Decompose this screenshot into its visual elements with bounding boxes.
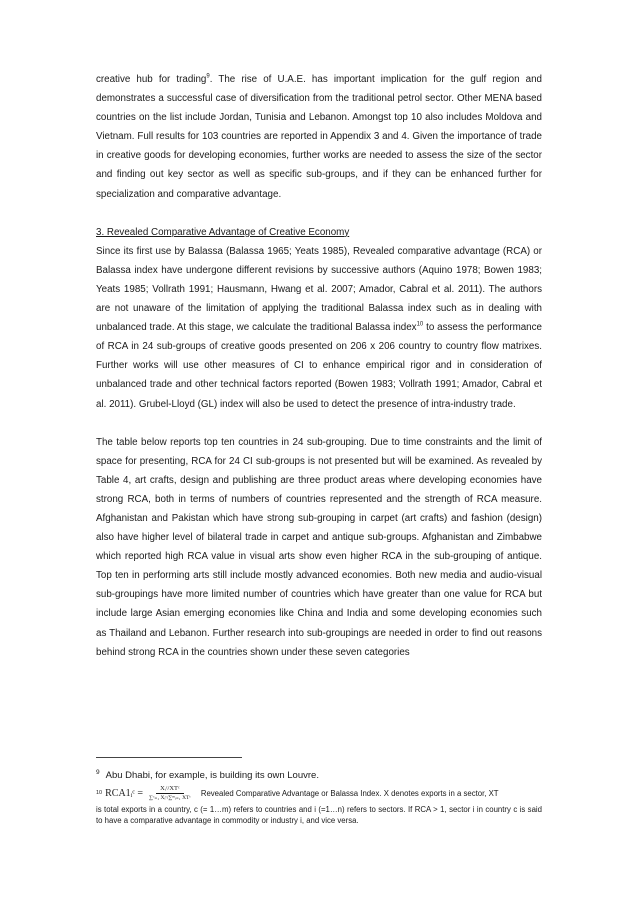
paragraph-1-text-end: . The rise of U.A.E. has important implication for the gulf region and demonstrates a successful case of diversification from the traditional petrol sector. Other MENA based countries on the list include Jordan, Tunisia and Lebanon. Amongst top 10 also includes Moldova and Vietnam. Full results for 103 countries are reported in Appendix 3 and 4. Given the importance of trade in creative goods for developing economies, further works are needed to assess the size of the sector and finding out key sector as well as specific sub-groups, and if they can be enhanced further for specialization and comparative advantage.: [96, 74, 542, 200]
paragraph-gap: [96, 414, 542, 433]
rca-formula-denominator: ∑ᶜ₌₁ Xᵢᶜ/∑ᵐᵢ₌₁ XTᶜ: [149, 794, 191, 801]
paragraph-1-text-start: creative hub for trading: [96, 74, 207, 85]
footnote-10-text-2: is total exports in a country, c (= 1…m) refers to countries and i (=1…n) refers to sectors. If RCA > 1, sector i in country c is said to have a comparative advantage in commodity or industry i, and vice versa.: [96, 805, 542, 825]
rca-formula-fraction: [147, 785, 193, 802]
paragraph-2: [96, 242, 542, 414]
paragraph-2-text-end: to assess the performance of RCA in 24 sub-groups of creative goods presented on 206 x 206 country to country flow matrixes. Further works will use other measures of CI to enhance empirical rigor and in consideration of unbalanced trade and other technical factors reported (Bowen 1983; Vollrath 1991; Amador, Cabral et al. 2011). Grubel-Lloyd (GL) index will also be used to detect the presence of intra-industry trade.: [96, 322, 542, 410]
footnote-separator: [96, 757, 242, 758]
footnote-10-number: 10: [96, 789, 103, 796]
footnote-ref-10[interactable]: 10: [416, 321, 424, 328]
footnote-10: [96, 782, 542, 826]
rca-formula: [105, 785, 193, 802]
paragraph-1: [96, 70, 542, 204]
footnote-10-text-1: Revealed Comparative Advantage or Balassa Index. X denotes exports in a sector, XT: [200, 788, 499, 798]
footnote-ref-9[interactable]: 9: [206, 73, 210, 80]
paragraph-gap: [96, 204, 542, 223]
footnote-9: [96, 766, 542, 782]
section-heading: 3. Revealed Comparative Advantage of Creative Economy: [96, 226, 350, 238]
document-body: [96, 70, 542, 662]
rca-formula-numerator: Xᵢᶜ/XTᶜ: [156, 785, 184, 794]
paragraph-2-text-start: Since its first use by Balassa (Balassa 1965; Yeats 1985), Revealed comparative advantage (RCA) or Balassa index have undergone different revisions by successive authors (Aquino 1978; Bowen 1983; Yeats 1985; Vollrath 1991; Hausmann, Hwang et al. 2007; Amador, Cabral et al. 2011). The authors are not unaware of the limitation of applying the traditional Balassa index such as in dealing with unbalanced trade. At this stage, we calculate the traditional Balassa index: [96, 245, 542, 334]
rca-formula-lhs: RCA1ᵢᶜ =: [105, 787, 144, 799]
footnote-9-number: 9: [96, 769, 100, 776]
footnote-9-text: Abu Dhabi, for example, is building its own Louvre.: [105, 770, 319, 782]
footnote-10-formula-line: [96, 782, 542, 804]
paragraph-3: The table below reports top ten countries in 24 sub-grouping. Due to time constraints and the limit of space for presenting, RCA for 24 CI sub-groups is not presented but will be examined. As revealed by Table 4, art crafts, design and publishing are three product areas where developing economies have strong RCA, both in terms of numbers of countries represented and the strength of RCA measure. Afghanistan and Pakistan which have strong sub-grouping in carpet (art crafts) and fashion (design) also have higher level of bilateral trade in carpet and antique sub-groups. Afghanistan and Zimbabwe which reported high RCA value in visual arts show even higher RCA in the sub-grouping of antique. Top ten in performing arts still include mostly advanced economies. Both new media and audio-visual sub-groupings have more limited number of countries which have greater than one value for RCA but include large Asian emerging economies like China and India and some developing economies such as Thailand and Lebanon. Further research into sub-groupings are needed in order to find out reasons behind strong RCA in the countries shown under these seven categories: [96, 436, 542, 658]
